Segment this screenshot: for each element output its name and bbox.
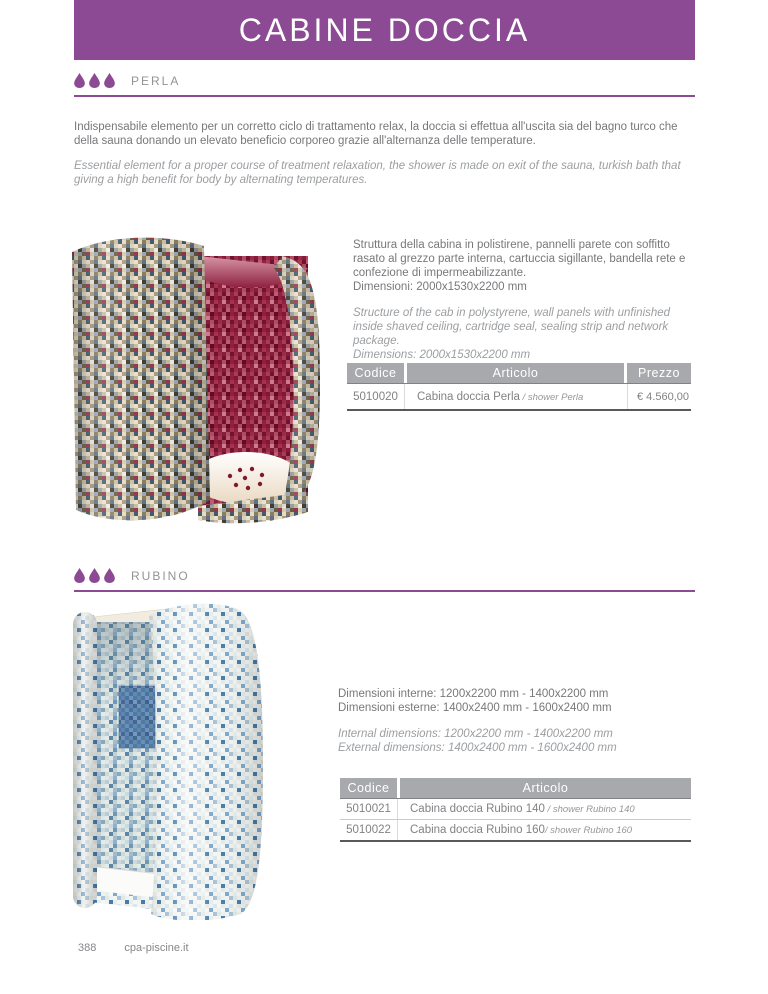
section-bullets — [74, 568, 115, 583]
section-title-perla: PERLA — [131, 73, 181, 88]
section-head-rubino — [74, 568, 695, 592]
cell-code: 5010020 — [347, 384, 405, 409]
column-header-prezzo: Prezzo — [627, 363, 691, 383]
intro-italian: Indispensabile elemento per un corretto ciclo di trattamento relax, la doccia si effettua all'uscita sia del bagno turco che della sauna donando un elevato beneficio corporeo grazie all'alternanza delle temperature. — [74, 121, 678, 148]
article-name: Cabina doccia Perla — [417, 390, 520, 403]
perla-table — [347, 363, 691, 411]
table-row — [347, 384, 691, 409]
article-translation: / shower Rubino 160 — [544, 825, 633, 836]
article-name: Cabina doccia Rubino 160 — [410, 824, 545, 836]
article-translation: / shower Rubino 140 — [544, 804, 635, 815]
drop-icon — [74, 568, 85, 583]
column-header-articolo: Articolo — [407, 363, 624, 383]
rubino-dimensions-it-internal: Dimensioni interne: 1200x2200 mm - 1400x2200 mm — [338, 688, 609, 700]
page-header-banner — [74, 0, 695, 60]
cell-price: € 4.560,00 — [627, 384, 691, 409]
drop-icon — [74, 73, 85, 88]
article-translation: / shower Perla — [519, 391, 584, 403]
cell-code: 5010022 — [340, 820, 398, 840]
cell-article — [405, 391, 627, 403]
drop-icon — [89, 568, 100, 583]
column-header-codice: Codice — [347, 363, 404, 383]
rubino-product-image — [73, 600, 263, 920]
section-head-perla — [74, 73, 695, 97]
website-text: cpa-piscine.it — [124, 942, 189, 954]
section-title-rubino: RUBINO — [131, 568, 190, 583]
section-bullets — [74, 73, 115, 88]
table-row — [340, 799, 691, 819]
perla-table-header — [347, 363, 691, 384]
intro-english: Essential element for a proper course of treatment relaxation, the shower is made on exit of the sauna, turkish bath that giving a high benefit for body by alternating temperatures. — [74, 160, 681, 187]
page-title: CABINE DOCCIA — [238, 11, 531, 48]
drop-icon — [104, 568, 115, 583]
table-row — [340, 819, 691, 840]
rubino-table — [340, 778, 691, 842]
cell-article — [398, 824, 691, 836]
article-name: Cabina doccia Rubino 140 — [410, 803, 545, 815]
perla-dimensions-it: Dimensioni: 2000x1530x2200 mm — [353, 281, 527, 294]
rubino-table-header — [340, 778, 691, 799]
drop-icon — [89, 73, 100, 88]
column-header-codice: Codice — [340, 778, 397, 798]
perla-description — [353, 238, 691, 362]
rubino-dimensions-it-external: Dimensioni esterne: 1400x2400 mm - 1600x2400 mm — [338, 702, 612, 715]
page-footer — [78, 942, 189, 954]
cell-article — [398, 803, 691, 815]
rubino-dimensions-en-internal: Internal dimensions: 1200x2200 mm - 1400x2200 mm — [338, 728, 613, 741]
rubino-dimensions-en-external: External dimensions: 1400x2400 mm - 1600x2400 mm — [338, 742, 617, 755]
perla-product-image — [70, 228, 320, 530]
intro-block — [74, 120, 698, 187]
perla-description-en: Structure of the cab in polystyrene, wall panels with unfinished inside shaved ceiling, cartridge seal, sealing strip and network package. — [353, 307, 671, 348]
perla-dimensions-en: Dimensions: 2000x1530x2200 mm — [353, 349, 531, 362]
cell-code: 5010021 — [340, 799, 398, 819]
column-header-articolo: Articolo — [400, 778, 691, 798]
rubino-description — [338, 687, 694, 755]
drop-icon — [104, 73, 115, 88]
perla-description-it: Struttura della cabina in polistirene, pannelli parete con soffitto rasato al grezzo parte interna, cartuccia sigillante, bandella rete e confezione di impermeabilizzante. — [353, 239, 686, 280]
page-number: 388 — [78, 942, 97, 954]
